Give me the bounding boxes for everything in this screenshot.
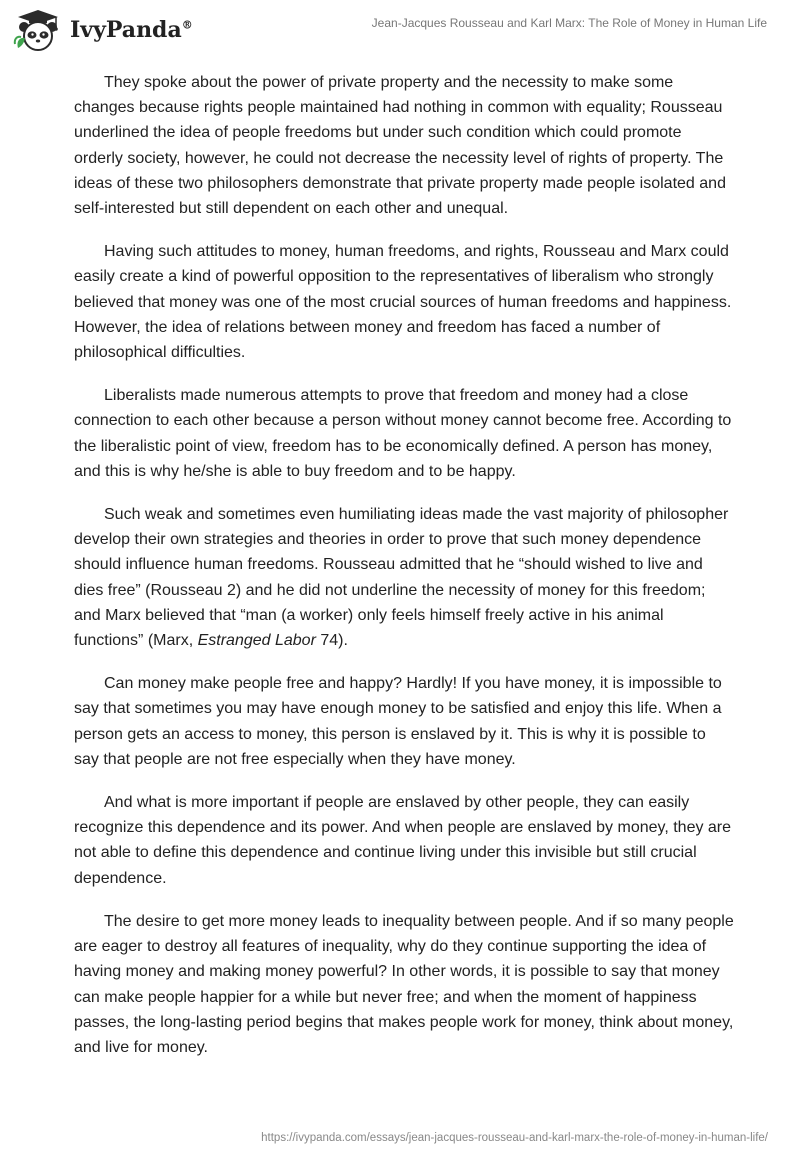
essay-body <box>74 70 734 1078</box>
source-url[interactable]: https://ivypanda.com/essays/jean-jacques-rousseau-and-karl-marx-the-role-of-money-in-human-life/ <box>261 1132 768 1144</box>
logo[interactable] <box>12 8 193 52</box>
paragraph: Liberalists made numerous attempts to prove that freedom and money had a close connection to each other because a person without money cannot become free. According to the liberalistic point of view, freedom has to be economically defined. A person has money, and this is why he/she is able to buy freedom and to be happy. <box>74 387 732 480</box>
page-header <box>0 0 800 60</box>
paragraph: Can money make people free and happy? Hardly! If you have money, it is impossible to say that sometimes you may have enough money to be satisfied and enjoy this life. When a person gets an access to money, this person is enslaved by it. This is why it is possible to say that people are not free especially when they have money. <box>74 675 722 768</box>
logo-text: IvyPanda® <box>70 17 193 43</box>
panda-logo-icon <box>12 8 64 52</box>
paragraph: They spoke about the power of private property and the necessity to make some changes because rights people maintained had nothing in common with equality; Rousseau underlined the idea of people freedoms but under such condition which could promote orderly society, however, he could not decrease the necessity level of rights of property. The ideas of these two philosophers demonstrate that private property made people isolated and self-interested but still dependent on each other and unequal. <box>74 74 726 218</box>
paragraph-text: 74). <box>315 632 348 650</box>
registered-mark: ® <box>181 18 193 32</box>
work-title: Estranged Labor <box>197 632 316 650</box>
paragraph <box>74 502 734 653</box>
paragraph: And what is more important if people are enslaved by other people, they can easily recognize this dependence and its power. And when people are enslaved by money, they are not able to define this dependence and continue living under this invisible but still crucial dependence. <box>74 794 732 887</box>
paragraph: Having such attitudes to money, human freedoms, and rights, Rousseau and Marx could easily create a kind of powerful opposition to the representatives of liberalism who strongly believed that money was one of the most crucial sources of human freedoms and happiness. However, the idea of relations between money and freedom has faced a number of philosophical difficulties. <box>74 243 732 362</box>
paragraph-text: Such weak and sometimes even humiliating ideas made the vast majority of philosopher develop their own strategies and theories in order to prove that such money dependence should influence human freedoms. Rousseau admitted that he “should wished to live and dies free” (Rousseau 2) and he did not underline the necessity of money for this freedom; and Marx believed that “man (a worker) only feels himself freely active in his animal functions” (Marx, <box>74 506 729 650</box>
document-title: Jean-Jacques Rousseau and Karl Marx: The Role of Money in Human Life <box>371 16 767 30</box>
paragraph: The desire to get more money leads to inequality between people. And if so many people are eager to destroy all features of inequality, why do they continue supporting the idea of having money and making money powerful? In other words, it is possible to say that money can make people happier for a while but never free; and when the moment of happiness passes, the long-lasting period begins that makes people work for money, think about money, and live for money. <box>74 912 734 1056</box>
